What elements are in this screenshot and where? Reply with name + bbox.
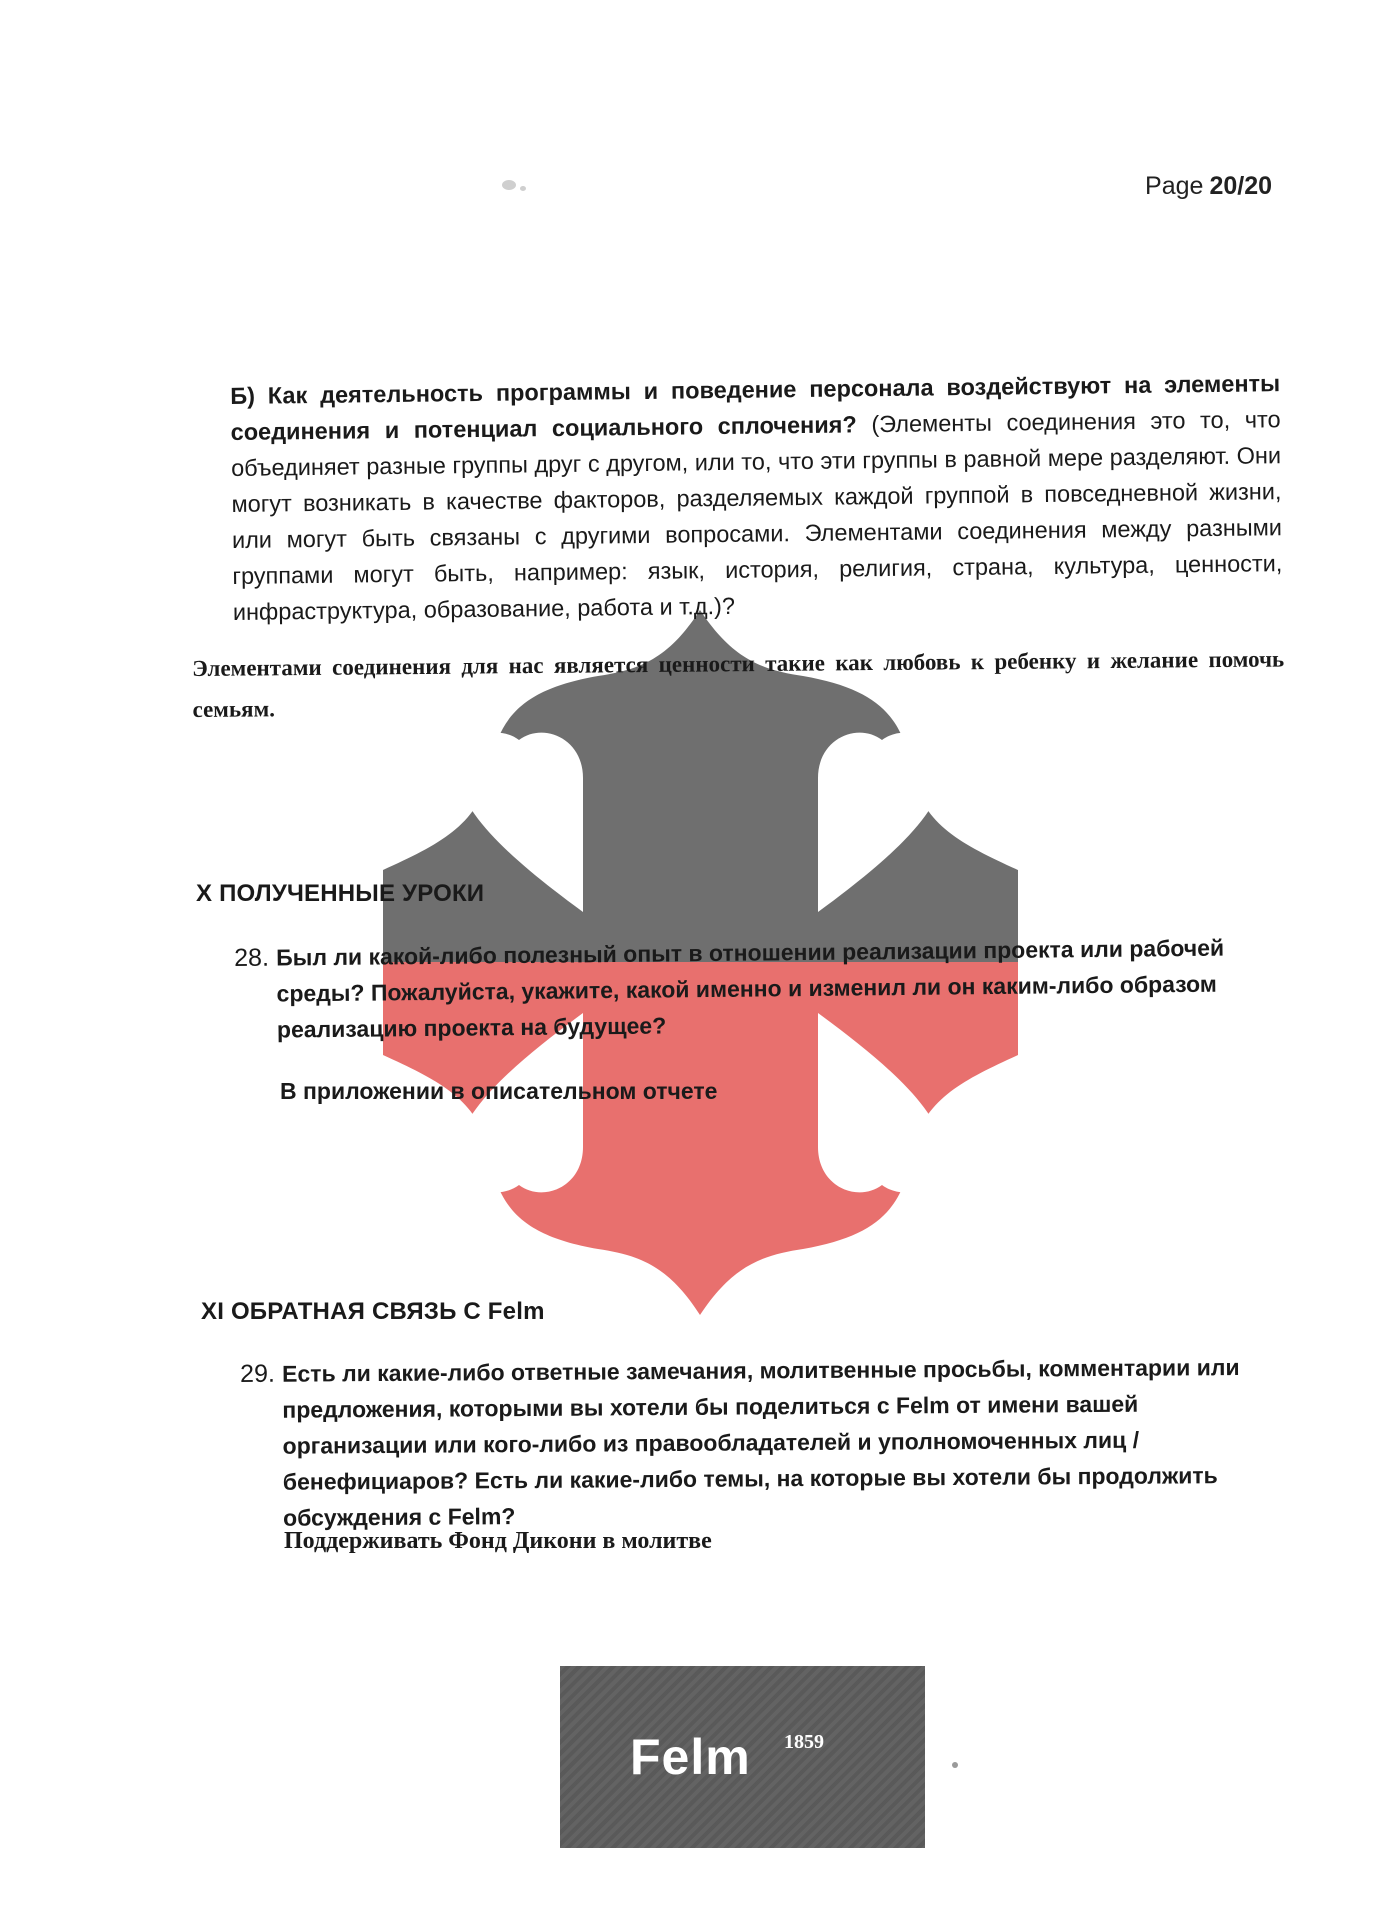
section-title-feedback: XI ОБРАТНАЯ СВЯЗЬ С Felm bbox=[201, 1298, 545, 1325]
scan-speck bbox=[502, 180, 516, 190]
question-29-number: 29. bbox=[240, 1359, 275, 1388]
question-29 bbox=[240, 1349, 1281, 1536]
question-28-text: Был ли какой-либо полезный опыт в отношении реализации проекта или рабочей среды? Пожалуйста, укажите, какой именно и изменил ли он каким-либо образом реализацию проекта на будущее? bbox=[276, 934, 1225, 1043]
question-28-number: 28. bbox=[234, 943, 270, 972]
answer-b: Элементами соединения для нас является ценности такие как любовь к ребенку и желание помочь семьям. bbox=[192, 646, 1285, 722]
page-label: Page bbox=[1145, 172, 1204, 200]
answer-29: Поддерживать Фонд Дикони в молитве bbox=[284, 1528, 712, 1554]
scan-speck bbox=[520, 186, 526, 191]
page-count: 20/20 bbox=[1209, 172, 1272, 200]
scan-speck bbox=[952, 1762, 958, 1768]
page-number bbox=[1145, 172, 1272, 201]
answer-28: В приложении в описательном отчете bbox=[280, 1078, 718, 1104]
section-title-lessons: X ПОЛУЧЕННЫЕ УРОКИ bbox=[196, 880, 485, 907]
question-b bbox=[230, 365, 1283, 630]
question-28 bbox=[234, 929, 1275, 1048]
felm-logo-brand: Felm bbox=[630, 1729, 751, 1785]
question-b-detail: (Элементы соединения это то, что объединяет разные группы друг с другом, или то, что эти группы в равной мере разделяют. Они могут возникать в качестве факторов, разделяемых каждой группой в повседневной жизни, или могут быть связаны с другими вопросами. Элементами соединения между разными группами могут быть, например: язык, история, религия, страна, культура, ценности, инфраструктура, образование, работа и т.д.)? bbox=[230, 406, 1283, 625]
felm-logo bbox=[560, 1666, 925, 1848]
felm-logo-year: 1859 bbox=[784, 1731, 824, 1753]
question-b-lead: Б) Как деятельность программы и поведение персонала воздействуют на элементы соединения и потенциал социального сплочения? bbox=[230, 370, 1281, 445]
question-29-text: Есть ли какие-либо ответные замечания, молитвенные просьбы, комментарии или предложения, которыми вы хотели бы поделиться с Felm от имени вашей организации или кого-либо из правообладателей и уполномоченных лиц / бенефициаров? Есть ли какие-либо темы, на которые вы хотели бы продолжить обсуждения с Felm? bbox=[282, 1354, 1240, 1531]
